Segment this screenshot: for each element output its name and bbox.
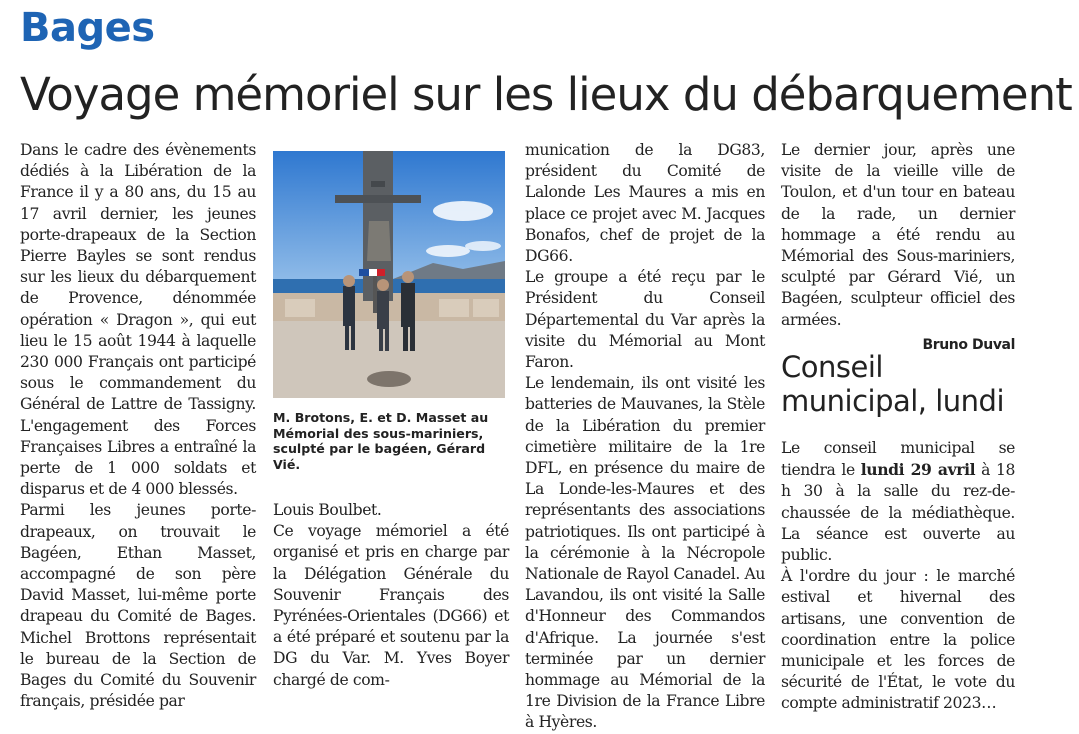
paragraph: Parmi les jeunes porte-drapeaux, on trouvait le Bagéen, Ethan Masset, accompagné de son père David Masset, lui-même porte drapeau du Comité de Bages. Michel Brottons représentait le bureau de la Section de Bages du Comité du Souvenir français, présidée par: [20, 501, 256, 711]
article-column-4: [781, 140, 1015, 356]
paragraph: Ce voyage mémoriel a été organisé et pris en charge par la Délégation Générale du Souvenir Français des Pyrénées-Orientales (DG66) et a été préparé et soutenu par la DG du Var. M. Yves Boyer chargé de com-: [273, 522, 509, 689]
memorial-photo: [273, 151, 505, 398]
brief-text: Le conseil municipal se tiendra le: [781, 439, 1015, 480]
paragraph: munication de la DG83, président du Comité de Lalonde Les Maures a mis en place ce projet avec M. Jacques Bonafos, chef de projet de la DG66.: [525, 141, 765, 266]
paragraph: Le groupe a été reçu par le Président du Conseil Départemental du Var après la visite du Mémorial au Mont Faron.: [525, 268, 765, 372]
photo-caption: M. Brotons, E. et D. Masset au Mémorial des sous-mariniers, sculpté par le bagéen, Gérard Vié.: [273, 410, 489, 472]
brief-title: Conseil municipal, lundi: [781, 350, 1005, 418]
paragraph: À l'ordre du jour : le marché estival et hivernal des artisans, une convention de coordination entre la police municipale et les forces de sécurité de l'État, le vote du compte administratif 2023…: [781, 567, 1015, 713]
article-column-3: [525, 140, 765, 734]
paragraph: Le lendemain, ils ont visité les batteries de Mauvanes, la Stèle de la Libération du premier cimetière militaire de la 1re DFL, en présence du maire de La Londe-les-Maures et des représentants des associations patriotiques. Ils ont participé à la cérémonie à la Nécropole Nationale de Rayol Canadel. Au Lavandou, ils ont visité la Salle d'Honneur des Commandos d'Afrique. La journée s'est terminée par un dernier hommage au Mémorial de la 1re Division de la France Libre à Hyères.: [525, 374, 765, 732]
article-column-2: [273, 500, 509, 691]
paragraph: Dans le cadre des évènements dédiés à la Libération de la France il y a 80 ans, du 15 au 17 avril dernier, les jeunes porte-drapeaux de la Section Pierre Bayles se sont rendus sur les lieux du débarquement de Provence, dénommée opération « Dragon », qui eut lieu le 15 août 1944 à laquelle 230 000 Français ont participé sous le commandement du Général de Lattre de Tassigny. L'engagement des Forces Françaises Libres a entraîné la perte de 1 000 soldats et disparus et de 4 000 blessés.: [20, 141, 256, 499]
paragraph: Le dernier jour, après une visite de la vieille ville de Toulon, et d'un tour en bateau de la rade, un dernier hommage a été rendu au Mémorial des Sous-mariniers, sculpté par Gérard Vié, un Bagéen, sculpteur officiel des armées.: [781, 141, 1015, 329]
article-headline: Voyage mémoriel sur les lieux du débarquement: [20, 68, 1072, 121]
meeting-date: lundi 29 avril: [860, 460, 976, 480]
brief-body: [781, 438, 1015, 715]
paragraph: [781, 438, 1015, 566]
paragraph: Louis Boulbet.: [273, 501, 382, 519]
article-column-1: [20, 140, 256, 712]
author-byline: Bruno Duval: [922, 336, 1015, 353]
brief-text: à 18 h 30 à la salle du rez-de-chaussée de la médiathèque. La séance est ouverte au public.: [781, 461, 1015, 565]
section-label: Bages: [20, 5, 155, 51]
memorial-photo-icon: [273, 151, 505, 398]
